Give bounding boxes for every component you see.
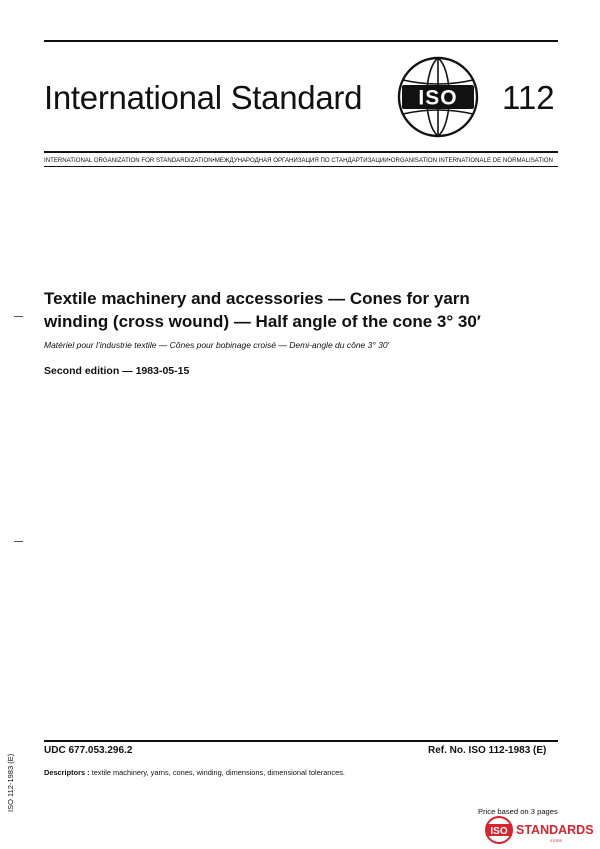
vertical-id-text: ISO 112-1983 (E) — [6, 753, 15, 812]
org-rule — [44, 166, 558, 167]
descriptors-label: Descriptors : — [44, 768, 90, 777]
descriptors-text: textile machinery, yarns, cones, winding, dimensions, dimensional tolerances. — [89, 768, 345, 777]
document-title: Textile machinery and accessories — Cones for yarn winding (cross wound) — Half angle of the cone 3° 30′ — [44, 289, 481, 331]
edition-date: Second edition — 1983-05-15 — [44, 365, 190, 377]
standards-store-watermark[interactable] — [484, 815, 596, 845]
watermark-iso-text: ISO — [490, 826, 508, 837]
watermark-sub: STORE — [550, 839, 562, 843]
standard-heading: International Standard — [44, 79, 363, 116]
iso-logo-text: ISO — [418, 86, 458, 110]
standard-number: 112 — [502, 79, 555, 116]
organization-line: INTERNATIONAL ORGANIZATION FOR STANDARDIZATION•МЕЖДУНАРОДНАЯ ОРГАНИЗАЦИЯ ПО СТАНДАРТИЗАЦИИ•ORGANISATION INTERNATIONALE DE NORMALISATION — [44, 157, 553, 164]
vertical-document-id — [6, 742, 18, 812]
margin-mark — [14, 316, 23, 317]
iso-logo — [397, 56, 479, 138]
header-rule — [44, 151, 558, 153]
udc-number: UDC 677.053.296.2 — [44, 745, 133, 756]
reference-number: Ref. No. ISO 112-1983 (E) — [428, 745, 547, 756]
footer-rule — [44, 740, 558, 742]
watermark-brand: STANDARDS — [516, 823, 594, 837]
descriptors — [44, 768, 345, 777]
french-title: Matériel pour l’industrie textile — Cônes pour bobinage croisé — Demi-angle du cône 3° 30′ — [44, 340, 390, 350]
price-note: Price based on 3 pages — [478, 807, 558, 816]
margin-mark — [14, 541, 23, 542]
top-rule — [44, 40, 558, 42]
